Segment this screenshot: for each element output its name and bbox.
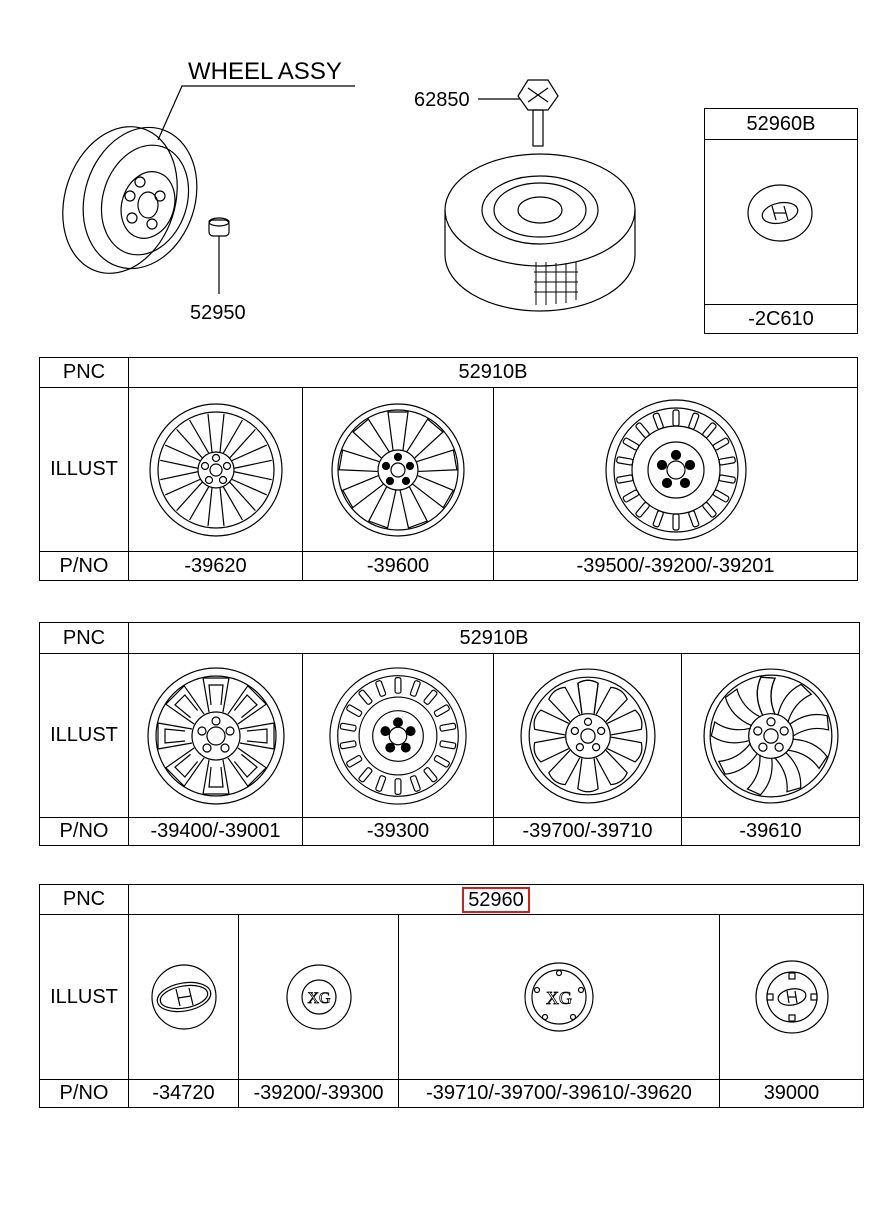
pno-header: P/NO [40,818,129,846]
svg-text:XG: XG [546,988,572,1008]
xg-cap-icon [284,962,354,1032]
cap-box [704,108,858,334]
illust-header: ILLUST [40,915,129,1080]
pno-cell: -39200/-39300 [239,1080,399,1108]
illust-cell [129,654,303,818]
illust-cell [494,388,858,552]
pno-cell: -39500/-39200/-39201 [494,552,858,581]
highlighted-pnc[interactable]: 52960 [462,887,530,913]
pno-cell: -39400/-39001 [129,818,303,846]
pnc-value: 52910B [129,623,860,654]
pno-cell: 39000 [720,1080,864,1108]
wheel-9-spoke-icon [328,400,468,540]
xg-cap-bolted-icon [522,960,596,1034]
pnc-value-cell [129,885,864,915]
wheel-table-1 [39,357,858,581]
illust-cell [129,388,303,552]
hyundai-cap-icon [149,962,219,1032]
illust-cell [682,654,860,818]
wheel-10-spoke-icon [146,400,286,540]
pnc-header: PNC [40,358,129,388]
hold-down-bolt-icon [518,80,558,146]
hyundai-cap-bolted-icon [753,958,831,1036]
wheel-curved-spoke-icon [700,665,842,807]
steel-wheel-icon [45,112,215,289]
valve-icon [209,218,229,294]
illust-cell [720,915,864,1080]
pno-header: P/NO [40,1080,129,1108]
wheel-10-spoke-icon [517,665,659,807]
cap-box-pnc: 52960B [705,109,857,140]
pno-cell: -39610 [682,818,860,846]
cap-table [39,884,864,1108]
spare-tire-icon [445,154,635,311]
wheel-8-spoke-icon [145,665,287,807]
illust-cell [399,915,720,1080]
pnc-value: 52910B [129,358,858,388]
wheel-slotted-icon [603,397,749,543]
bolt-part-number: 62850 [414,89,470,111]
pnc-header: PNC [40,623,129,654]
pno-cell: -39700/-39710 [494,818,682,846]
pno-cell: -34720 [129,1080,239,1108]
illust-cell [303,654,494,818]
pno-cell: -39300 [303,818,494,846]
illust-header: ILLUST [40,654,129,818]
pnc-header: PNC [40,885,129,915]
illust-header: ILLUST [40,388,129,552]
cap-box-pno: -2C610 [748,308,814,330]
wheel-assy-label: WHEEL ASSY [188,58,342,85]
svg-text:XG: XG [306,990,331,1007]
pno-cell: -39600 [303,552,494,581]
pno-cell: -39710/-39700/-39610/-39620 [399,1080,720,1108]
wheel-table-2 [39,622,860,846]
pno-cell: -39620 [129,552,303,581]
illust-cell [129,915,239,1080]
cap-box-illust [705,140,857,305]
valve-part-number: 52950 [190,302,246,324]
pno-header: P/NO [40,552,129,581]
illust-cell [239,915,399,1080]
illust-cell [494,654,682,818]
wheel-slotted-icon [327,665,469,807]
illust-cell [303,388,494,552]
